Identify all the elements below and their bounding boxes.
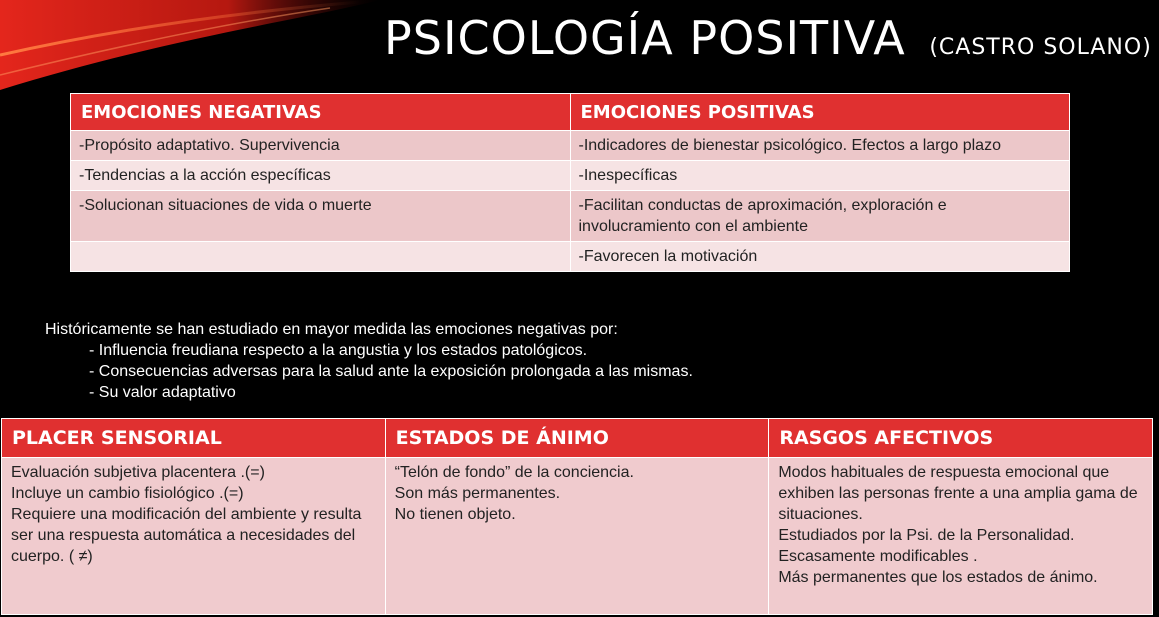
list-item: - Influencia freudiana respecto a la angustia y los estados patológicos.: [89, 342, 588, 359]
table-row: [71, 161, 1070, 191]
cell-line: No tienen objeto.: [394, 506, 516, 523]
table-cell: -Propósito adaptativo. Supervivencia: [71, 131, 571, 161]
cell-line: “Telón de fondo” de la conciencia.: [394, 464, 634, 481]
header-affective-traits: RASGOS AFECTIVOS: [769, 419, 1153, 458]
list-item: - Consecuencias adversas para la salud ante la exposición prolongada a las mismas.: [89, 363, 693, 380]
historical-intro: Históricamente se han estudiado en mayor medida las emociones negativas por:: [45, 321, 618, 338]
affect-types-table: [1, 418, 1153, 615]
table-header-row: [2, 419, 1153, 458]
historical-list: [45, 340, 693, 403]
table-row: [71, 191, 1070, 242]
table-row: [2, 458, 1153, 615]
cell-line: Requiere una modificación del ambiente y resulta ser una respuesta automática a necesidades del cuerpo. ( ≠): [11, 506, 362, 565]
list-item: - Su valor adaptativo: [89, 384, 236, 401]
table-header-row: [71, 94, 1070, 131]
table-cell: [71, 242, 571, 272]
cell-line: Evaluación subjetiva placentera .(=): [11, 464, 265, 481]
cell-line: Escasamente modificables .: [778, 548, 978, 565]
moods-cell: [385, 458, 769, 615]
slide-title-author: (CASTRO SOLANO): [929, 35, 1152, 60]
historical-note: [45, 319, 693, 403]
cell-line: Más permanentes que los estados de ánimo.: [778, 569, 1098, 586]
sensory-pleasure-cell: [2, 458, 386, 615]
table-cell: -Favorecen la motivación: [570, 242, 1070, 272]
table-cell: -Solucionan situaciones de vida o muerte: [71, 191, 571, 242]
cell-line: Estudiados por la Psi. de la Personalidad.: [778, 527, 1075, 544]
table-cell: -Inespecíficas: [570, 161, 1070, 191]
header-positive-emotions: EMOCIONES POSITIVAS: [570, 94, 1070, 131]
table-row: [71, 131, 1070, 161]
emotions-comparison-table: [70, 93, 1070, 272]
table-row: [71, 242, 1070, 272]
slide-title: [384, 10, 1152, 76]
header-negative-emotions: EMOCIONES NEGATIVAS: [71, 94, 571, 131]
header-moods: ESTADOS DE ÁNIMO: [385, 419, 769, 458]
cell-line: Modos habituales de respuesta emocional que exhiben las personas frente a una amplia gama de situaciones.: [778, 464, 1138, 523]
slide-title-main: PSICOLOGÍA POSITIVA: [384, 11, 906, 65]
cell-line: Incluye un cambio fisiológico .(=): [11, 485, 244, 502]
table-cell: -Tendencias a la acción específicas: [71, 161, 571, 191]
table-cell: -Facilitan conductas de aproximación, exploración e involucramiento con el ambiente: [570, 191, 1070, 242]
cell-line: Son más permanentes.: [394, 485, 561, 502]
table-cell: -Indicadores de bienestar psicológico. Efectos a largo plazo: [570, 131, 1070, 161]
header-sensory-pleasure: PLACER SENSORIAL: [2, 419, 386, 458]
affective-traits-cell: [769, 458, 1153, 615]
